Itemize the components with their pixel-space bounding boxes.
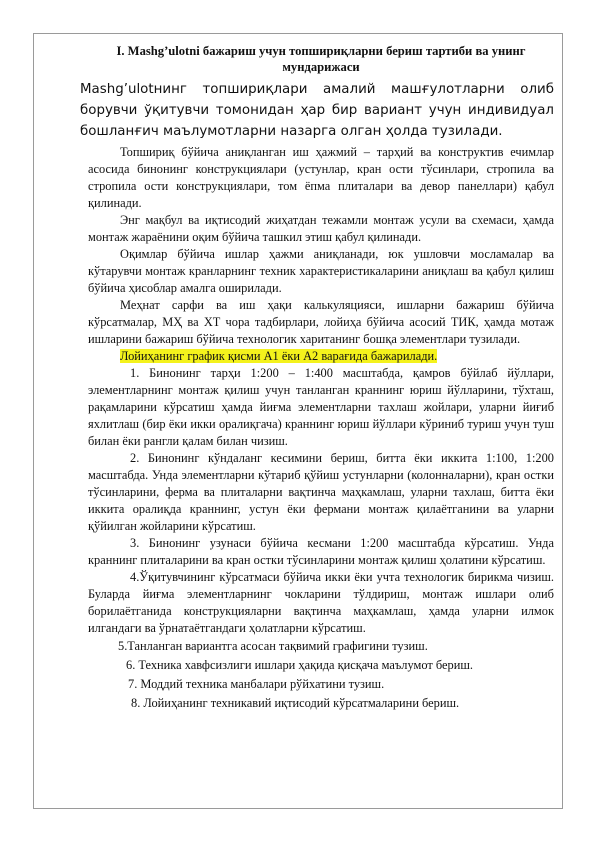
paragraph: Энг мақбул ва иқтисодий жиҳатдан тежамли монтаж усули ва схемаси, ҳамда монтаж жараёнини оқим бўйича ташкил этиш қабул қилинади.	[88, 213, 554, 244]
document-body	[80, 43, 554, 713]
section-title: I. Mashg’ulotni бажариш учун топшириқларни бериш тартиби ва унинг мундарижаси	[116, 44, 526, 74]
list-item: 7. Моддий техника манбалари рўйхатини тузиш.	[128, 677, 385, 691]
highlighted-paragraph	[88, 348, 554, 365]
numbered-item: 3. Бинонинг узунаси бўйича кесмани 1:200 масштабда кўрсатиш. Унда краннинг плиталарини ва кран остки тўсинларини монтаж қилиш ҳолатини кўрсатиш.	[88, 536, 554, 567]
numbered-item: 2. Бинонинг кўндаланг кесимини бериш, битта ёки иккита 1:100, 1:200 масштабда. Унда элементларни кўтариб қўйиш устунларни (колонналарни), кран остки тўсинларини, ферма ва плиталарни вақтинча маҳкамлаш, уларни тахлаш, битта ёки иккита оралиқда краннинг, устун ёки фермани монтаж қилаётганини ва уларни қўйилган жойларини кўрсатиш.	[88, 451, 554, 533]
highlighted-text: Лойиҳанинг график қисми А1 ёки А2 варағида бажарилади.	[120, 349, 438, 363]
paragraph: Меҳнат сарфи ва иш ҳақи калькуляцияси, ишларни бажариш бўйича кўрсатмалар, МҲ ва ХТ чора тадбирлари, лойиҳа бўйича асосий ТИК, ҳамда мотаж ишларини бажариш бўйича технологик хаританинг бошқа элементлари тузилади.	[88, 298, 554, 346]
list-item: 8. Лойиҳанинг техникавий иқтисодий кўрсатмаларини бериш.	[131, 696, 460, 710]
numbered-item: 1. Бинонинг тарҳи 1:200 – 1:400 масштабда, қамров бўйлаб йўллари, элементларнинг монтаж қилиш учун танланган краннинг юриш йўлларини, тўхташ, рақамларини кўрсатиш ҳамда йиғма элементларни тахлаш жойлари, уларни йиғиб яхлитлаш (бир ёки икки оралиқгача) краннинг юриш йўллари кўриниб туриш учун туш билан ёки рангли қалам билан чизиш.	[88, 366, 554, 448]
numbered-item: 4.Ўқитувчининг кўрсатмаси бўйича икки ёки учта технологик бирикма чизиш. Буларда йиғма элементларнинг чокларини тўлдириш, монтаж ишлари олиб борилаётганида конструкцияларни вақтинча маҳкамлаш, ҳамда уларни илмок илгандаги ва ўрнатаётгандаги ҳолатларни кўрсатиш.	[88, 570, 554, 635]
list-item: 6. Техника хавфсизлиги ишлари ҳақида қисқача маълумот бериш.	[126, 658, 474, 672]
paragraph: Оқимлар бўйича ишлар ҳажми аниқланади, юк ушловчи мосламалар ва кўтарувчи монтаж кранларнинг техник характеристикаларини аниқлаш ва қабул қилиш бўйича ҳисоблар амалга оширилади.	[88, 247, 554, 295]
paragraph: Топшириқ бўйича аниқланган иш ҳажмий – тарҳий ва конструктив ечимлар асосида бинонинг конструкциялари (устунлар, кран ости тўсинлари, стропила ва стропила ости конструкциялари, том ёпма плиталари ва девор панеллари) қабул қилинади.	[88, 145, 554, 210]
list-item: 5.Танланган вариантга асосан тақвимий графигини тузиш.	[118, 639, 428, 653]
intro-paragraph: Mashg’ulotнинг топшириқлари амалий машғулотларни олиб борувчи ўқитувчи томонидан ҳар бир вариант учун индивидуал бошланғич маълумотларни назарга олган ҳолда тузилади.	[80, 82, 554, 139]
